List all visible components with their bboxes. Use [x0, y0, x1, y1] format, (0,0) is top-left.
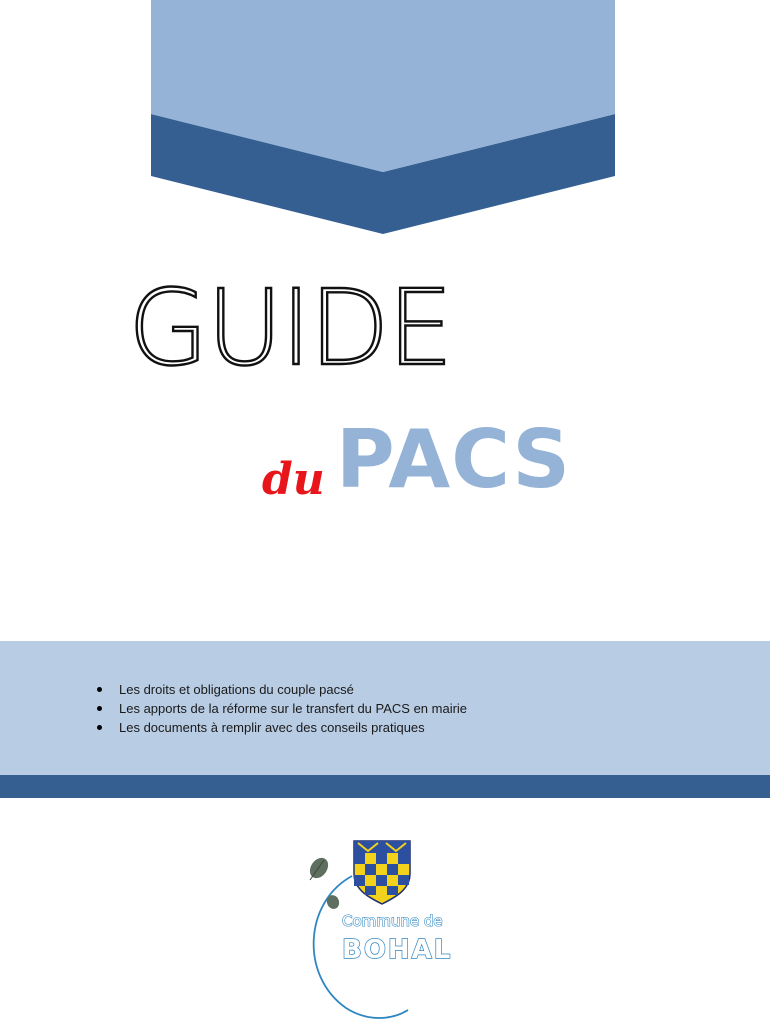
footer-stripe — [0, 775, 770, 798]
list-item: Les apports de la réforme sur le transfert du PACS en mairie — [93, 699, 467, 718]
list-item: Les droits et obligations du couple pacsé — [93, 680, 467, 699]
leaf-icon — [306, 854, 341, 910]
cover-title: GUIDE — [128, 267, 452, 389]
bullet-icon — [97, 706, 102, 711]
bullet-icon — [97, 725, 102, 730]
list-item: Les documents à remplir avec des conseils pratiques — [93, 718, 467, 737]
header-chevron-banner — [0, 0, 770, 240]
cover-subject: PACS — [336, 413, 572, 506]
commune-logo — [296, 836, 466, 1022]
logo-line2: BOHAL — [342, 935, 453, 965]
cover-connector: du — [262, 454, 325, 505]
bullet-icon — [97, 687, 102, 692]
logo-line1: Commune de — [342, 912, 443, 930]
coat-of-arms-icon — [354, 841, 410, 904]
highlights-list — [93, 680, 467, 737]
